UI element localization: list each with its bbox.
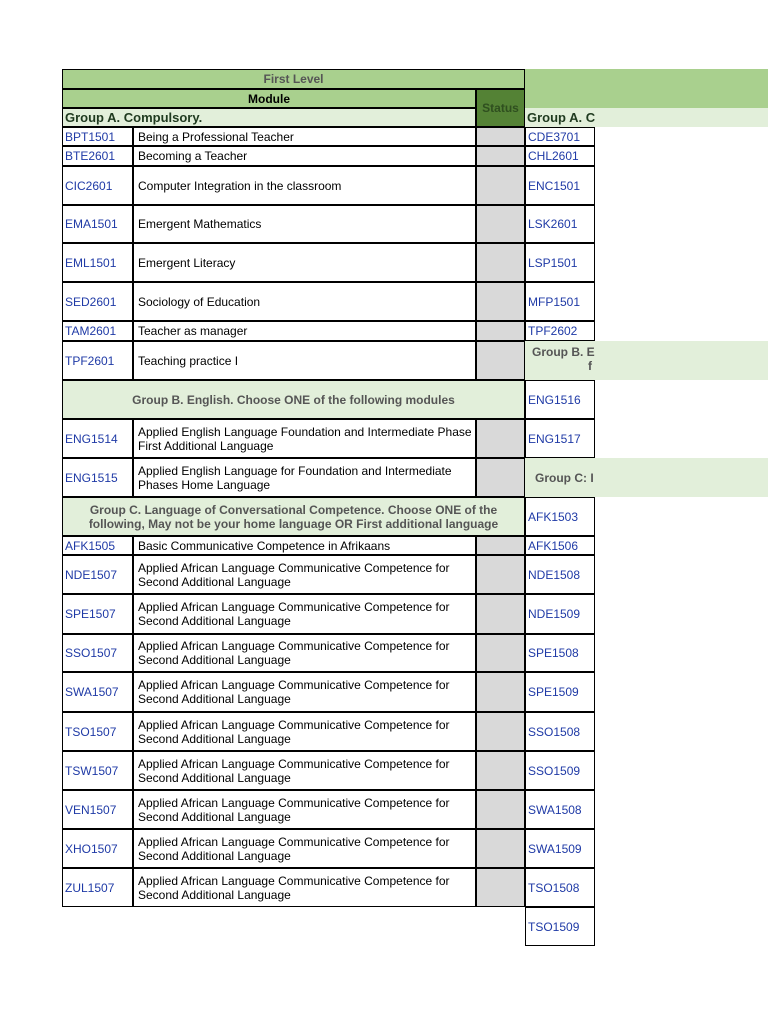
status-cell[interactable] <box>476 536 525 555</box>
status-cell[interactable] <box>476 634 525 672</box>
module-header: Module <box>62 89 476 108</box>
module-code[interactable]: NDE1509 <box>525 594 595 634</box>
status-cell[interactable] <box>476 146 525 166</box>
module-code[interactable]: EMA1501 <box>62 205 133 243</box>
module-code[interactable]: MFP1501 <box>525 282 595 321</box>
group-c-title: Group C. Language of Conversational Competence. Choose ONE of the following, May not be your home language OR First additional language <box>62 497 525 536</box>
module-code[interactable]: NDE1507 <box>62 555 133 594</box>
right-group-c-title: Group C: I <box>525 458 768 497</box>
status-cell[interactable] <box>476 205 525 243</box>
module-code[interactable]: TAM2601 <box>62 321 133 341</box>
status-cell[interactable] <box>476 127 525 146</box>
group-a-title: Group A. Compulsory. <box>62 108 476 127</box>
module-code[interactable]: SWA1509 <box>525 829 595 868</box>
module-name: Applied African Language Communicative Competence for Second Additional Language <box>133 868 476 907</box>
module-name: Applied African Language Communicative Competence for Second Additional Language <box>133 634 476 672</box>
module-code[interactable]: CHL2601 <box>525 146 595 166</box>
status-cell[interactable] <box>476 321 525 341</box>
module-name: Basic Communicative Competence in Afrikaans <box>133 536 476 555</box>
status-cell[interactable] <box>476 341 525 380</box>
status-cell[interactable] <box>476 868 525 907</box>
group-b-title-line1: Group B. E <box>532 345 595 359</box>
module-code[interactable]: CDE3701 <box>525 127 595 146</box>
status-cell[interactable] <box>476 712 525 751</box>
module-name: Applied African Language Communicative Competence for Second Additional Language <box>133 712 476 751</box>
module-code[interactable]: NDE1508 <box>525 555 595 594</box>
module-name: Teaching practice I <box>133 341 476 380</box>
status-header: Status <box>476 89 525 127</box>
module-name: Emergent Mathematics <box>133 205 476 243</box>
module-name: Applied African Language Communicative Competence for Second Additional Language <box>133 829 476 868</box>
module-code[interactable]: AFK1505 <box>62 536 133 555</box>
status-cell[interactable] <box>476 555 525 594</box>
module-name: Applied African Language Communicative Competence for Second Additional Language <box>133 751 476 790</box>
module-code[interactable]: TSO1507 <box>62 712 133 751</box>
group-b-title: Group B. English. Choose ONE of the following modules <box>62 380 525 419</box>
module-code[interactable]: TSO1509 <box>525 907 595 946</box>
module-name: Computer Integration in the classroom <box>133 166 476 205</box>
module-name: Becoming a Teacher <box>133 146 476 166</box>
module-code[interactable]: VEN1507 <box>62 790 133 829</box>
status-cell[interactable] <box>476 458 525 497</box>
module-code[interactable]: TPF2601 <box>62 341 133 380</box>
module-name: Applied English Language Foundation and Intermediate Phase First Additional Language <box>133 419 476 458</box>
module-code[interactable]: ENG1514 <box>62 419 133 458</box>
module-code[interactable]: ENC1501 <box>525 166 595 205</box>
module-code[interactable]: TPF2602 <box>525 321 595 341</box>
status-cell[interactable] <box>476 672 525 712</box>
status-cell[interactable] <box>476 790 525 829</box>
module-name: Teacher as manager <box>133 321 476 341</box>
module-code[interactable]: LSK2601 <box>525 205 595 243</box>
group-b-title-line2: f <box>588 359 592 373</box>
module-code[interactable]: TSW1507 <box>62 751 133 790</box>
module-name: Applied African Language Communicative Competence for Second Additional Language <box>133 672 476 712</box>
module-code[interactable]: SWA1507 <box>62 672 133 712</box>
module-name: Emergent Literacy <box>133 243 476 282</box>
status-cell[interactable] <box>476 282 525 321</box>
module-code[interactable]: AFK1506 <box>525 536 595 555</box>
module-code[interactable]: SSO1509 <box>525 751 595 790</box>
module-name: Applied African Language Communicative Competence for Second Additional Language <box>133 594 476 634</box>
module-code[interactable]: EML1501 <box>62 243 133 282</box>
status-cell[interactable] <box>476 166 525 205</box>
right-top-band <box>525 69 768 89</box>
status-cell[interactable] <box>476 829 525 868</box>
module-code[interactable]: SSO1507 <box>62 634 133 672</box>
module-name: Applied English Language for Foundation and Intermediate Phases Home Language <box>133 458 476 497</box>
module-code[interactable]: BTE2601 <box>62 146 133 166</box>
module-code[interactable]: SSO1508 <box>525 712 595 751</box>
module-code[interactable]: SPE1508 <box>525 634 595 672</box>
module-code[interactable]: SWA1508 <box>525 790 595 829</box>
level-title: First Level <box>62 69 525 89</box>
right-top-band-2 <box>525 89 768 108</box>
module-code[interactable]: ZUL1507 <box>62 868 133 907</box>
module-name: Applied African Language Communicative Competence for Second Additional Language <box>133 790 476 829</box>
module-code[interactable]: XHO1507 <box>62 829 133 868</box>
module-name: Applied African Language Communicative Competence for Second Additional Language <box>133 555 476 594</box>
module-code[interactable]: ENG1516 <box>525 380 595 419</box>
right-group-b-title <box>525 341 768 380</box>
module-code[interactable]: TSO1508 <box>525 868 595 907</box>
module-code[interactable]: AFK1503 <box>525 497 595 536</box>
status-cell[interactable] <box>476 751 525 790</box>
module-code[interactable]: ENG1517 <box>525 419 595 458</box>
module-name: Being a Professional Teacher <box>133 127 476 146</box>
module-code[interactable]: CIC2601 <box>62 166 133 205</box>
status-cell[interactable] <box>476 594 525 634</box>
status-cell[interactable] <box>476 243 525 282</box>
status-cell[interactable] <box>476 419 525 458</box>
module-code[interactable]: SPE1509 <box>525 672 595 712</box>
module-code[interactable]: SPE1507 <box>62 594 133 634</box>
right-group-a-title: Group A. C <box>525 108 768 127</box>
module-code[interactable]: SED2601 <box>62 282 133 321</box>
module-code[interactable]: LSP1501 <box>525 243 595 282</box>
module-code[interactable]: BPT1501 <box>62 127 133 146</box>
module-name: Sociology of Education <box>133 282 476 321</box>
module-code[interactable]: ENG1515 <box>62 458 133 497</box>
